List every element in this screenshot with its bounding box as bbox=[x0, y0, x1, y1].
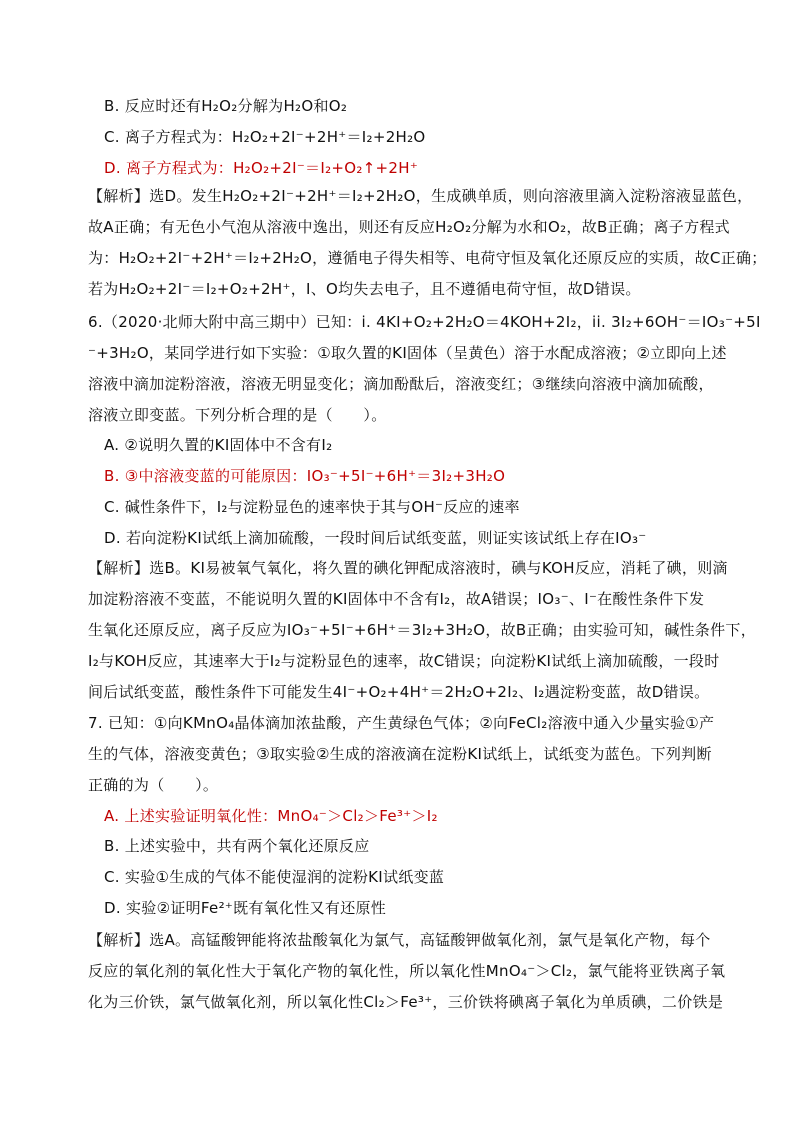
text-line: 若为H₂O₂+2I⁻＝I₂+O₂+2H⁺，I、O均失去电子，且不遵循电荷守恒，故D错误。 bbox=[88, 280, 641, 298]
text-line: 加淀粉溶液不变蓝，不能说明久置的KI固体中不含有I₂，故A错误；IO₃⁻、I⁻在酸性条件下发 bbox=[88, 590, 705, 608]
option-line: C. 实验①生成的气体不能使湿润的淀粉KI试纸变蓝 bbox=[104, 868, 445, 886]
text-line: 6.（2020·北师大附中高三期中）已知：i. 4KI+O₂+2H₂O＝4KOH+2I₂，ii. 3I₂+6OH⁻＝IO₃⁻+5I bbox=[88, 313, 761, 331]
text-line: 7. 已知：①向KMnO₄晶体滴加浓盐酸，产生黄绿色气体；②向FeCl₂溶液中通入少量实验①产 bbox=[88, 714, 715, 732]
text-line: 为：H₂O₂+2I⁻+2H⁺＝I₂+2H₂O，遵循电子得失相等、电荷守恒及氧化还原反应的实质，故C正确； bbox=[88, 249, 767, 267]
text-line: 化为三价铁，氯气做氧化剂，所以氧化性Cl₂＞Fe³⁺，三价铁将碘离子氧化为单质碘，二价铁是 bbox=[88, 993, 724, 1011]
option-line: C. 离子方程式为：H₂O₂+2I⁻+2H⁺＝I₂+2H₂O bbox=[104, 128, 426, 146]
option-line: D. 若向淀粉KI试纸上滴加硫酸，一段时间后试纸变蓝，则证实该试纸上存在IO₃⁻ bbox=[104, 529, 647, 547]
text-line: ⁻+3H₂O，某同学进行如下实验：①取久置的KI固体（呈黄色）溶于水配成溶液；②立即向上述 bbox=[88, 344, 727, 362]
text-line: 反应的氧化剂的氧化性大于氧化产物的氧化性，所以氧化性MnO₄⁻＞Cl₂，氯气能将亚铁离子氧 bbox=[88, 962, 726, 980]
option-line: A. ②说明久置的KI固体中不含有I₂ bbox=[104, 436, 333, 454]
text-line: 正确的为（ ）。 bbox=[88, 776, 219, 794]
text-line: I₂与KOH反应，其速率大于I₂与淀粉显色的速率，故C错误；向淀粉KI试纸上滴加硫酸，一段时 bbox=[88, 652, 720, 670]
text-line: 【解析】选D。发生H₂O₂+2I⁻+2H⁺＝I₂+2H₂O，生成碘单质，则向溶液里滴入淀粉溶液显蓝色， bbox=[88, 187, 753, 205]
option-line: A. 上述实验证明氧化性：MnO₄⁻＞Cl₂＞Fe³⁺＞I₂ bbox=[104, 807, 438, 825]
text-line: 【解析】选A。高锰酸钾能将浓盐酸氧化为氯气，高锰酸钾做氧化剂，氯气是氧化产物，每个 bbox=[88, 931, 711, 949]
text-line: 【解析】选B。KI易被氧气氧化，将久置的碘化钾配成溶液时，碘与KOH反应，消耗了碘，则滴 bbox=[88, 559, 728, 577]
option-line: B. ③中溶液变蓝的可能原因：IO₃⁻+5I⁻+6H⁺＝3I₂+3H₂O bbox=[104, 467, 506, 485]
text-line: 生氧化还原反应，离子反应为IO₃⁻+5I⁻+6H⁺＝3I₂+3H₂O，故B正确；由实验可知，碱性条件下， bbox=[88, 621, 757, 639]
text-line: 间后试纸变蓝，酸性条件下可能发生4I⁻+O₂+4H⁺＝2H₂O+2I₂、I₂遇淀粉变蓝，故D错误。 bbox=[88, 683, 710, 701]
option-line: D. 离子方程式为：H₂O₂+2I⁻＝I₂+O₂↑+2H⁺ bbox=[104, 159, 419, 177]
option-line: B. 反应时还有H₂O₂分解为H₂O和O₂ bbox=[104, 97, 348, 115]
text-line: 生的气体，溶液变黄色；③取实验②生成的溶液滴在淀粉KI试纸上，试纸变为蓝色。下列判断 bbox=[88, 745, 712, 763]
text-line: 溶液立即变蓝。下列分析合理的是（ ）。 bbox=[88, 406, 387, 424]
text-line: 故A正确；有无色小气泡从溶液中逸出，则还有反应H₂O₂分解为水和O₂，故B正确；离子方程式 bbox=[88, 218, 730, 236]
option-line: B. 上述实验中，共有两个氧化还原反应 bbox=[104, 837, 370, 855]
option-line: D. 实验②证明Fe²⁺既有氧化性又有还原性 bbox=[104, 899, 387, 917]
text-line: 溶液中滴加淀粉溶液，溶液无明显变化；滴加酚酞后，溶液变红；③继续向溶液中滴加硫酸， bbox=[88, 375, 714, 393]
option-line: C. 碱性条件下，I₂与淀粉显色的速率快于其与OH⁻反应的速率 bbox=[104, 498, 520, 516]
